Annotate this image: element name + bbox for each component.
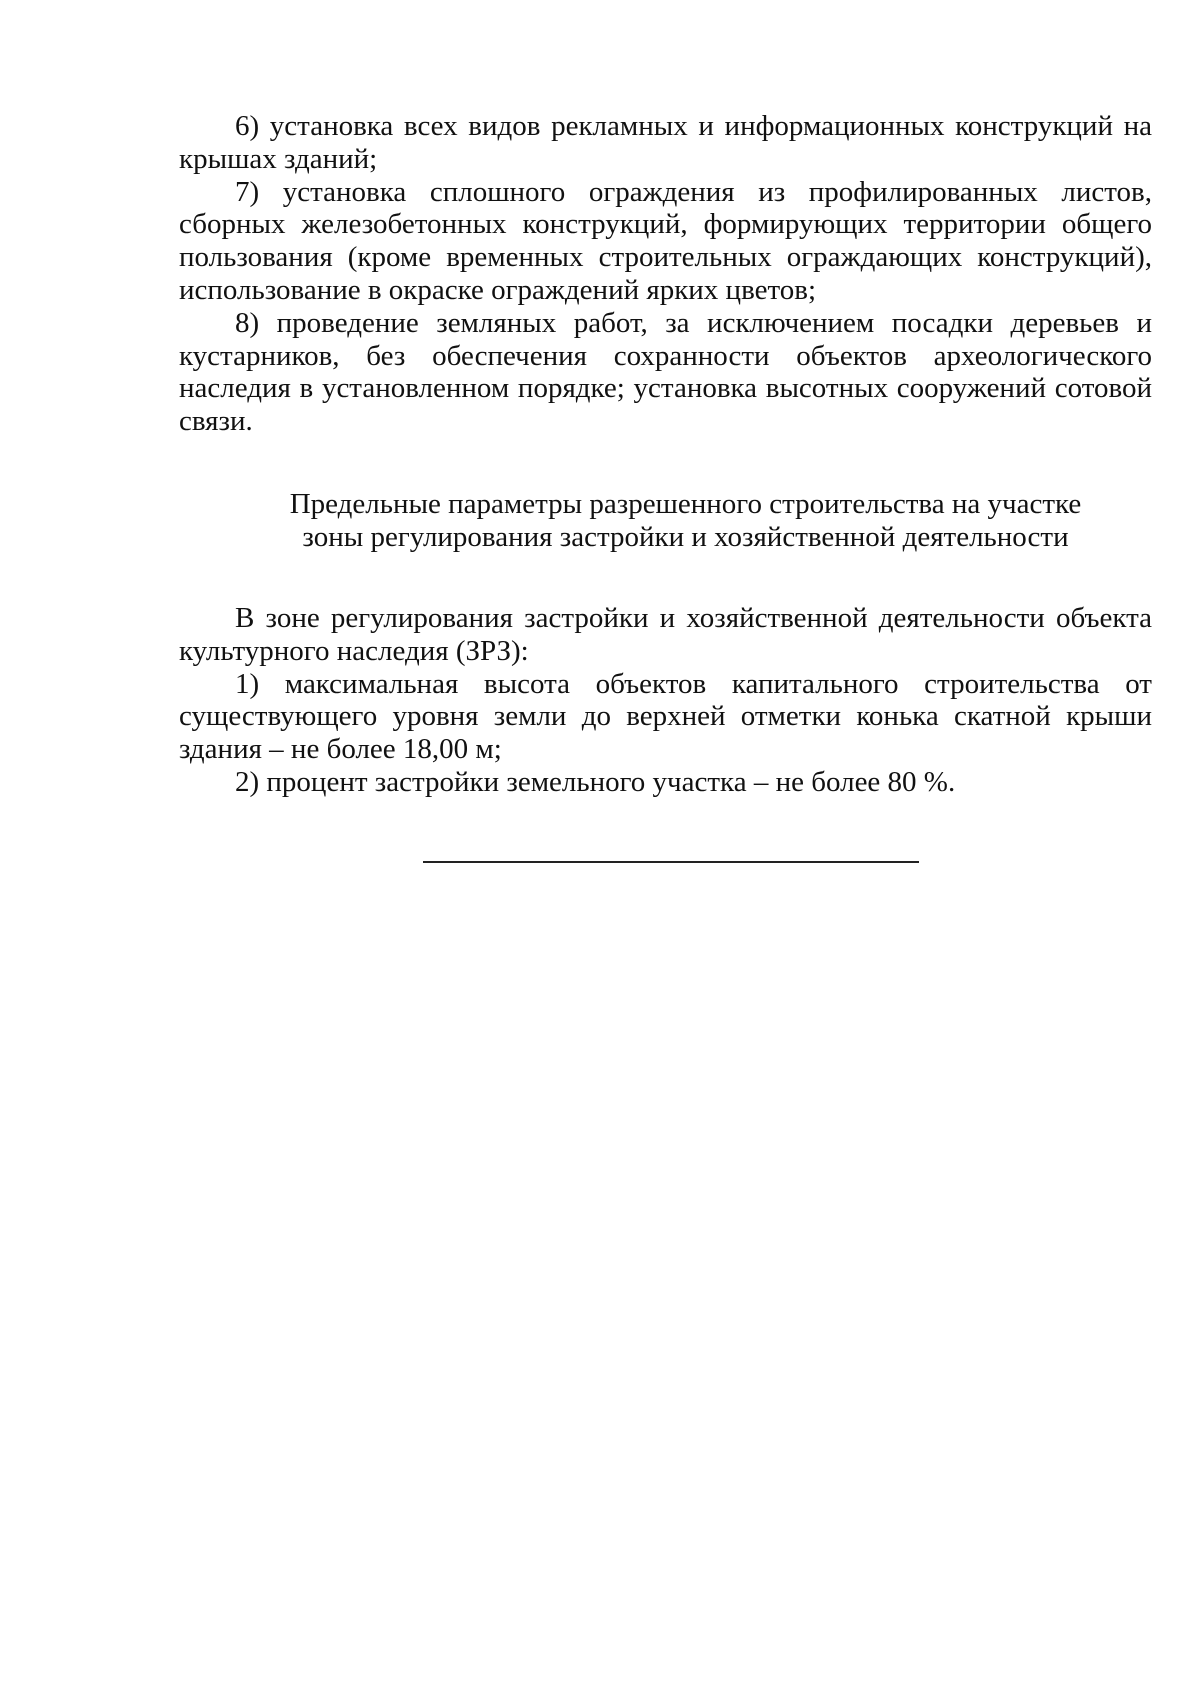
paragraph-item-2-coverage: 2) процент застройки земельного участка – не более 80 %.: [235, 765, 956, 798]
paragraph-item-1-height: 1) максимальная высота объектов капитального строительства от существующего уровня земли до верхней отметки конька скатной крыши здания – не более 18,00 м;: [179, 667, 1152, 766]
paragraph-item-8: 8) проведение земляных работ, за исключением посадки деревьев и кустарников, без обеспечения сохранности объектов археологического наследия в установленном порядке; установка высотных сооружений сотовой связи.: [179, 306, 1152, 438]
spacer: [179, 554, 1152, 602]
closing-rule-divider: [423, 861, 919, 863]
section-heading-line-1: Предельные параметры разрешенного строительства на участке: [289, 487, 1082, 520]
document-body: [179, 110, 1152, 799]
paragraph-zone-intro: В зоне регулирования застройки и хозяйственной деятельности объекта культурного наследия (ЗРЗ):: [179, 601, 1152, 667]
section-heading-line-2: зоны регулирования застройки и хозяйственной деятельности: [302, 520, 1069, 553]
section-heading: [179, 488, 1152, 554]
paragraph-item-6: 6) установка всех видов рекламных и информационных конструкций на крышах зданий;: [179, 110, 1152, 175]
paragraph-item-7: 7) установка сплошного ограждения из профилированных листов, сборных железобетонных конструкций, формирующих территории общего пользования (кроме временных строительных ограждающих конструкций), использование в окраске ограждений ярких цветов;: [179, 175, 1152, 306]
